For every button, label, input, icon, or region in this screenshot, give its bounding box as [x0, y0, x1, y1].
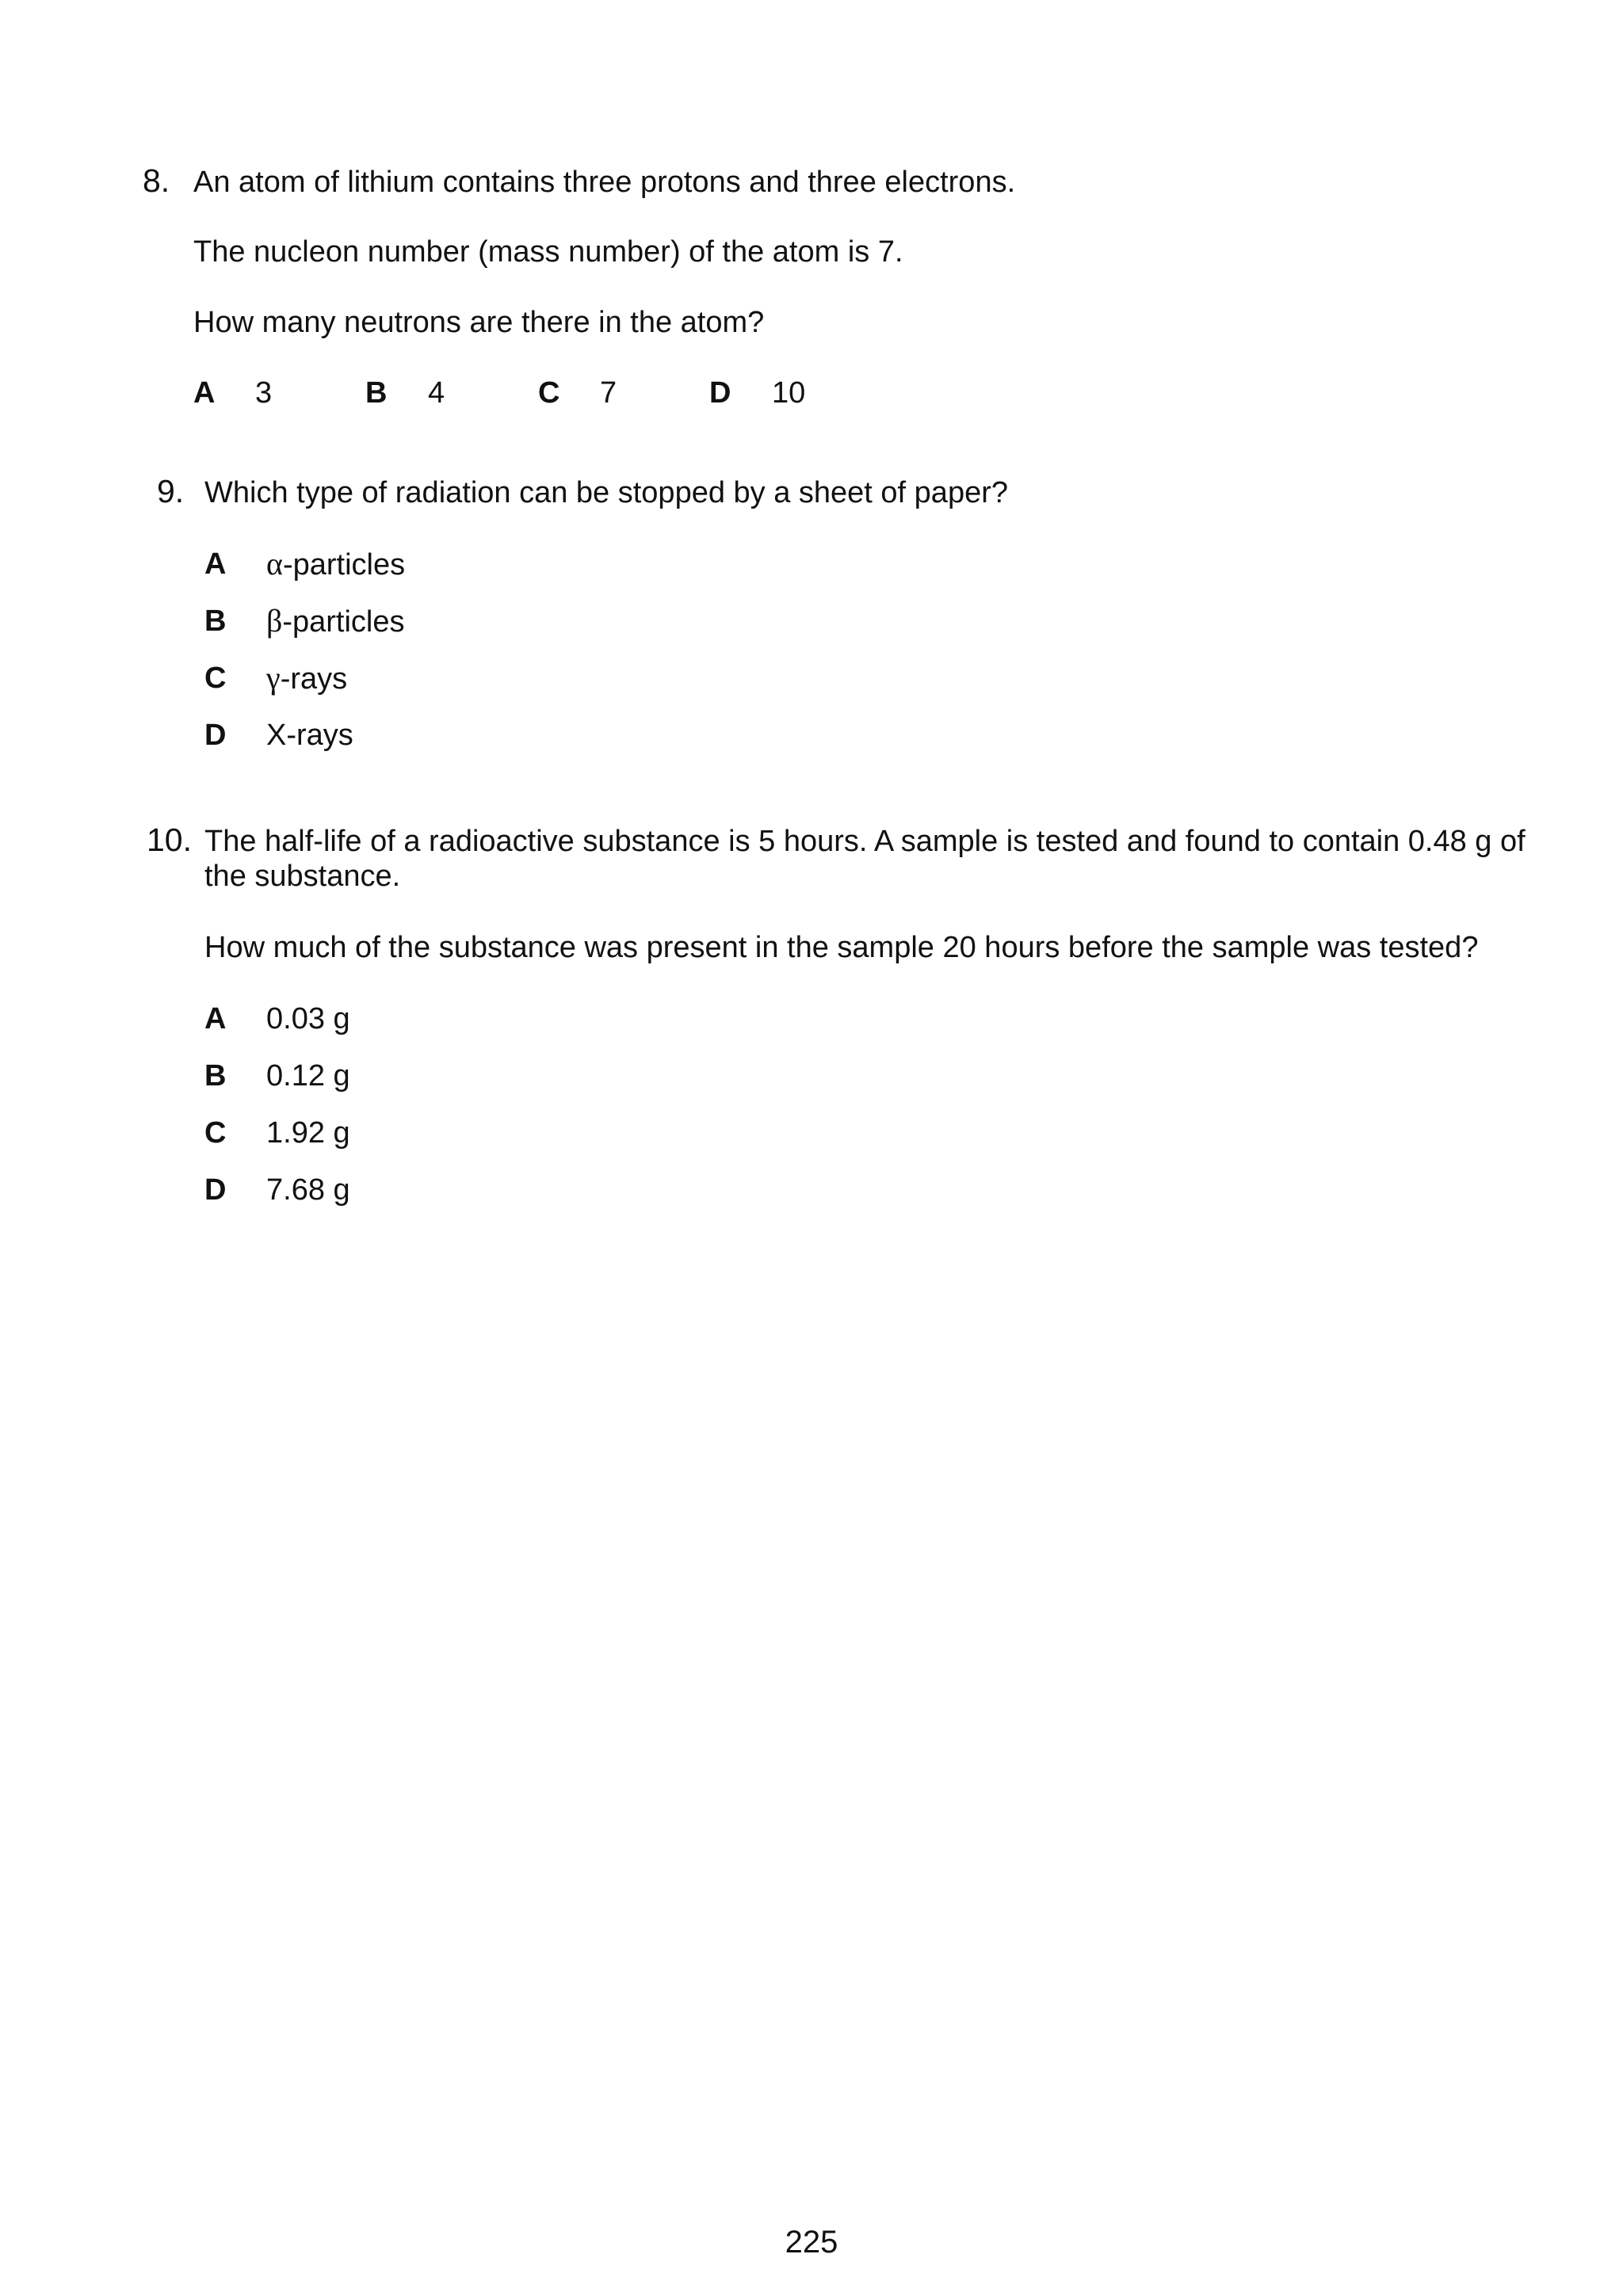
question-10-option-d-text: 7.68 g — [266, 1173, 350, 1207]
question-8-option-d-letter: D — [709, 376, 731, 410]
question-9-option-a-text — [266, 547, 405, 582]
beta-symbol: β — [266, 603, 283, 639]
question-9-option-c-suffix: -rays — [280, 662, 348, 696]
question-8-option-c-letter: C — [538, 376, 560, 410]
question-10-number: 10. — [147, 822, 192, 858]
gamma-symbol: γ — [266, 660, 281, 696]
question-10-stem-2: How much of the substance was present in the sample 20 hours before the sample was tested? — [204, 931, 1479, 964]
question-9-option-a-suffix: -particles — [282, 548, 406, 582]
question-10-option-b-text: 0.12 g — [266, 1059, 350, 1093]
question-9-option-d-letter: D — [204, 719, 227, 752]
question-9-option-c-text — [266, 661, 347, 696]
question-9-option-b-suffix: -particles — [282, 605, 405, 639]
question-10-option-c-letter: C — [204, 1116, 227, 1150]
question-9-option-a-letter: A — [204, 547, 227, 581]
question-8-option-b-text: 4 — [428, 376, 445, 410]
question-8-stem-3: How many neutrons are there in the atom? — [193, 306, 765, 339]
question-10-option-c-text: 1.92 g — [266, 1116, 350, 1150]
alpha-symbol: α — [266, 546, 283, 582]
question-8-option-b-letter: B — [365, 376, 388, 410]
question-8-option-c-text: 7 — [600, 376, 617, 410]
question-9-option-b-letter: B — [204, 605, 227, 638]
question-8-option-a-text: 3 — [255, 376, 273, 410]
question-10-option-a-text: 0.03 g — [266, 1002, 350, 1035]
question-8-stem-2: The nucleon number (mass number) of the atom is 7. — [193, 235, 903, 269]
question-8-stem-1: An atom of lithium contains three protons and three electrons. — [193, 166, 1016, 199]
question-10-option-d-letter: D — [204, 1173, 227, 1207]
question-9-number: 9. — [157, 473, 185, 509]
question-10-option-a-letter: A — [204, 1002, 227, 1035]
question-10-stem-1: The half-life of a radioactive substance is 5 hours. A sample is tested and found to contain 0.48 g of the substance. — [204, 825, 1526, 893]
question-9-option-c-letter: C — [204, 662, 227, 695]
question-9-stem-1: Which type of radiation can be stopped by a sheet of paper? — [204, 476, 1008, 509]
question-9-option-b-text — [266, 604, 405, 639]
question-8-option-d-text: 10 — [772, 376, 806, 410]
page-number: 225 — [785, 2225, 838, 2260]
question-10-option-b-letter: B — [204, 1059, 227, 1093]
question-9-option-d-text: X-rays — [266, 719, 353, 752]
question-8-option-a-letter: A — [193, 376, 216, 410]
question-8-number: 8. — [143, 162, 170, 199]
